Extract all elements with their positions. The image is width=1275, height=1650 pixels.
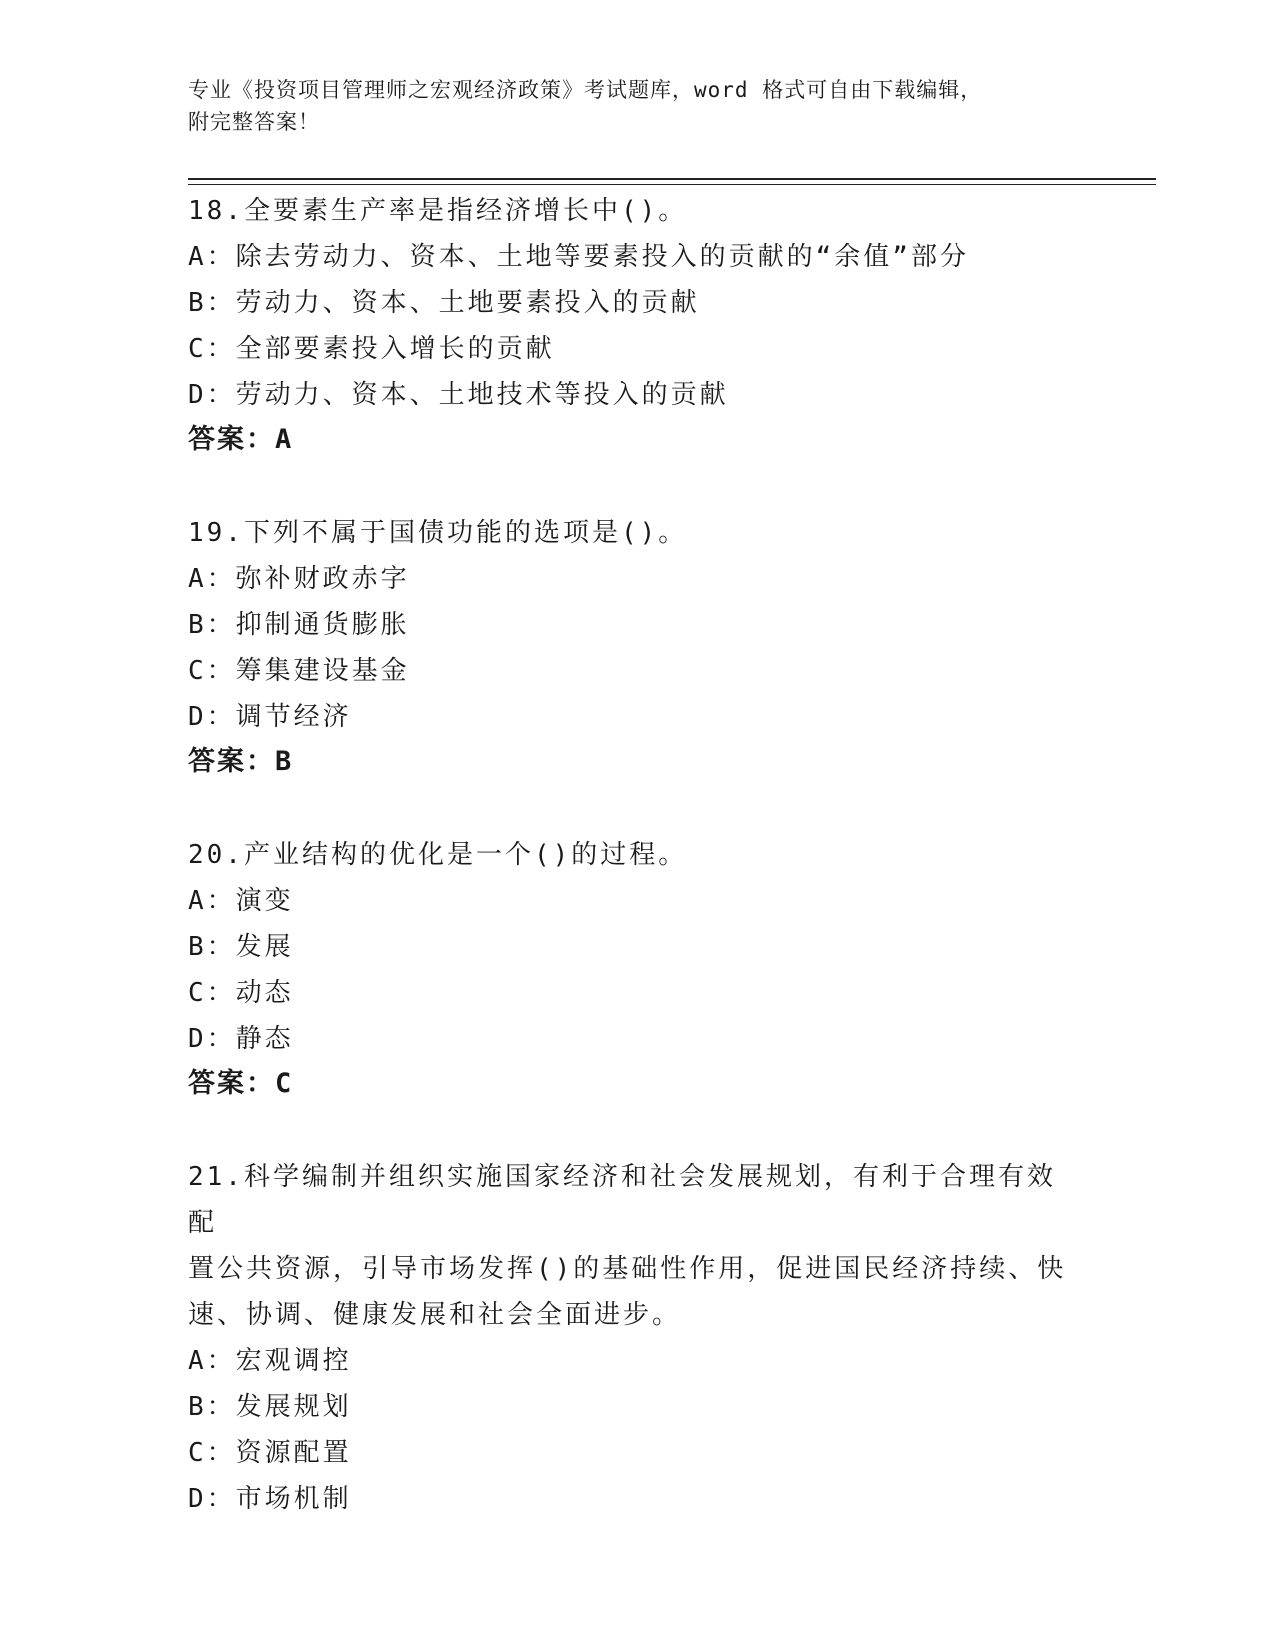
option-a: A：演变 [188, 886, 294, 916]
option-d: D：市场机制 [188, 1484, 352, 1514]
option-d: D：静态 [188, 1024, 294, 1054]
question-stem: 18.全要素生产率是指经济增长中()。 [188, 196, 688, 226]
option-c: C：资源配置 [188, 1438, 352, 1468]
header-line-2: 附完整答案！ [188, 110, 320, 134]
option-c: C：筹集建设基金 [188, 656, 410, 686]
answer-line: 答案：B [188, 746, 294, 777]
question-21 [188, 1154, 1088, 1522]
question-stem-line-3: 速、协调、健康发展和社会全面进步。 [188, 1300, 682, 1330]
option-a: A：宏观调控 [188, 1346, 352, 1376]
question-stem: 19.下列不属于国债功能的选项是()。 [188, 518, 688, 548]
question-20 [188, 832, 1088, 1106]
question-stem-line-1: 21.科学编制并组织实施国家经济和社会发展规划，有利于合理有效配 [188, 1162, 1056, 1238]
answer-line: 答案：C [188, 1068, 294, 1099]
option-c: C：动态 [188, 978, 294, 1008]
option-b: B：发展 [188, 932, 294, 962]
header-divider [188, 178, 1156, 185]
answer-line: 答案：A [188, 424, 294, 455]
header-line-1: 专业《投资项目管理师之宏观经济政策》考试题库，word 格式可自由下载编辑， [188, 78, 983, 102]
question-18 [188, 188, 1088, 462]
question-stem: 20.产业结构的优化是一个()的过程。 [188, 840, 688, 870]
option-c: C：全部要素投入增长的贡献 [188, 334, 555, 364]
question-list [188, 188, 1088, 1570]
question-19 [188, 510, 1088, 784]
option-d: D：劳动力、资本、土地技术等投入的贡献 [188, 380, 729, 410]
option-d: D：调节经济 [188, 702, 352, 732]
option-a: A：除去劳动力、资本、土地等要素投入的贡献的“余值”部分 [188, 242, 969, 272]
option-b: B：劳动力、资本、土地要素投入的贡献 [188, 288, 700, 318]
page-header [188, 74, 1068, 138]
option-a: A：弥补财政赤字 [188, 564, 410, 594]
option-b: B：抑制通货膨胀 [188, 610, 410, 640]
option-b: B：发展规划 [188, 1392, 352, 1422]
question-stem-line-2: 置公共资源，引导市场发挥()的基础性作用，促进国民经济持续、快 [188, 1254, 1067, 1284]
